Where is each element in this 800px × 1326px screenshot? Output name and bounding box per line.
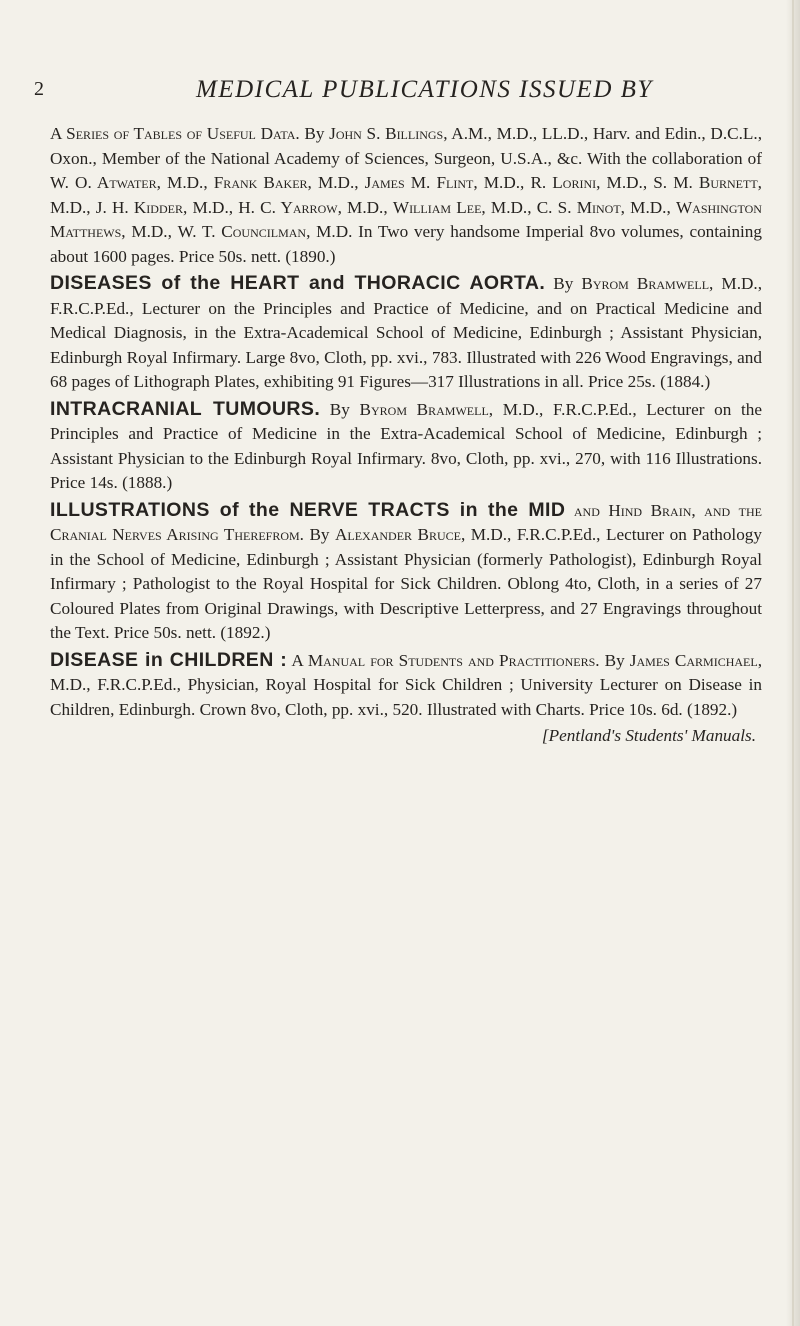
entry-title: DISEASES of the HEART and THORACIC AORTA. — [50, 272, 546, 294]
separator: , M.D., — [50, 173, 762, 217]
separator: , M.D., — [121, 222, 178, 241]
entry-title: ILLUSTRATIONS of the NERVE TRACTS in the MID — [50, 498, 566, 521]
entry-title: INTRACRANIAL TUMOURS. — [50, 397, 321, 420]
collaborator: W. O. Atwater — [50, 173, 157, 192]
entry-intracranial-tumours — [50, 397, 762, 496]
page-number: 2 — [34, 78, 44, 100]
entry-by: By — [299, 124, 330, 143]
collaborator: H. C. Yarrow — [238, 197, 338, 217]
entry-author: James Carmichael — [629, 650, 758, 670]
entry-by: By — [599, 650, 630, 670]
separator: , M.D., — [473, 173, 531, 192]
entry-tables-useful-data — [50, 122, 762, 269]
separator: , M.D., — [337, 197, 393, 217]
collaborator: C. S. Minot — [536, 197, 621, 217]
entry-by: By — [545, 274, 582, 293]
entry-by: By — [303, 525, 335, 544]
publication-list — [50, 122, 762, 749]
separator: , M.D., — [182, 197, 239, 217]
entry-text: , M.D. In Two very handsome Imperial 8vo volumes, containing about 1600 pages. Price 50s. nett. (1890.) — [50, 222, 762, 266]
page-edge-line — [792, 0, 794, 1326]
collaborator: R. Lorini — [530, 173, 597, 192]
entry-by: By — [320, 399, 360, 419]
series-note: [Pentland's Students' Manuals. — [541, 726, 756, 745]
entry-author: Alexander Bruce — [334, 525, 461, 544]
header-title: MEDICAL PUBLICATIONS ISSUED BY — [196, 76, 653, 103]
separator: , M.D., — [307, 173, 365, 192]
collaborator: William Lee — [392, 197, 482, 217]
entry-title: DISEASE in CHILDREN : — [50, 648, 288, 671]
collaborator: Frank Baker — [213, 173, 308, 192]
collaborator: W. T. Councilman — [177, 222, 307, 241]
running-head — [28, 76, 768, 108]
collaborator: Washington Matthews — [50, 197, 762, 241]
entry-subtitle: and Hind Brain, and the Cranial Nerves Arising Therefrom. — [50, 500, 763, 544]
entry-author: John S. Billings — [329, 124, 444, 143]
entry-author: Byrom Bramwell — [581, 274, 710, 293]
separator: , M.D., — [156, 173, 214, 192]
collaborator: James M. Flint — [364, 173, 474, 192]
separator: , M.D., — [596, 173, 654, 192]
entry-text: , M.D., F.R.C.P.Ed., Lecturer on Pathology in the School of Medicine, Edinburgh ; Assistant Physician (formerly Pathologist), Edinburgh Royal Infirmary ; Pathologist to the Royal Hospital for Sick Children. Oblong 4to, Cloth, in a series of 27 Coloured Plates from Original Drawings, with Descriptive Letterpress, and 27 Engravings throughout the Text. Price 50s. nett. (1892.) — [50, 525, 762, 642]
entry-text: , M.D., F.R.C.P.Ed., Lecturer on the Principles and Practice of Medicine in the Extra-Academical School of Medicine, Edinburgh ; Assistant Physician to the Edinburgh Royal Infirmary. 8vo, Cloth, pp. xvi., 270, with 116 Illustrations. Price 14s. (1888.) — [50, 399, 763, 492]
entry-disease-children — [50, 648, 762, 723]
separator: , M.D., — [620, 197, 676, 217]
entry-lead: A Series of Tables of Useful Data. — [50, 124, 300, 143]
entry-subtitle: A Manual for Students and Practitioners. — [287, 650, 600, 670]
entry-text: , A.M., M.D., LL.D., Harv. and Edin., D.C.L., Oxon., Member of the National Academy of Sciences, Surgeon, U.S.A., &c. With the collaboration of — [50, 124, 762, 168]
separator: , M.D., — [481, 197, 537, 217]
entry-diseases-heart — [50, 271, 762, 395]
collaborator: J. H. Kidder — [95, 197, 183, 217]
entry-author: Byrom Bramwell — [359, 399, 489, 419]
entry-nerve-tracts — [50, 498, 762, 646]
entry-text: , M.D., F.R.C.P.Ed., Lecturer on the Principles and Practice of Medicine, and on Practical Medicine and Medical Diagnosis, in the Extra-Academical School of Medicine, Edinburgh ; Assistant Physician, Edinburgh Royal Infirmary. Large 8vo, Cloth, pp. xvi., 783. Illustrated with 226 Wood Engravings, and 68 pages of Lithograph Plates, exhibiting 91 Figures—317 Illustrations in all. Price 25s. (1884.) — [50, 274, 763, 391]
collaborator: S. M. Burnett — [653, 173, 758, 192]
entry-text: , M.D., F.R.C.P.Ed., Physician, Royal Hospital for Sick Children ; University Lecturer on Disease in Children, Edinburgh. Crown 8vo, Cloth, pp. xvi., 520. Illustrated with Charts. Price 10s. 6d. (1892.) — [50, 650, 762, 719]
